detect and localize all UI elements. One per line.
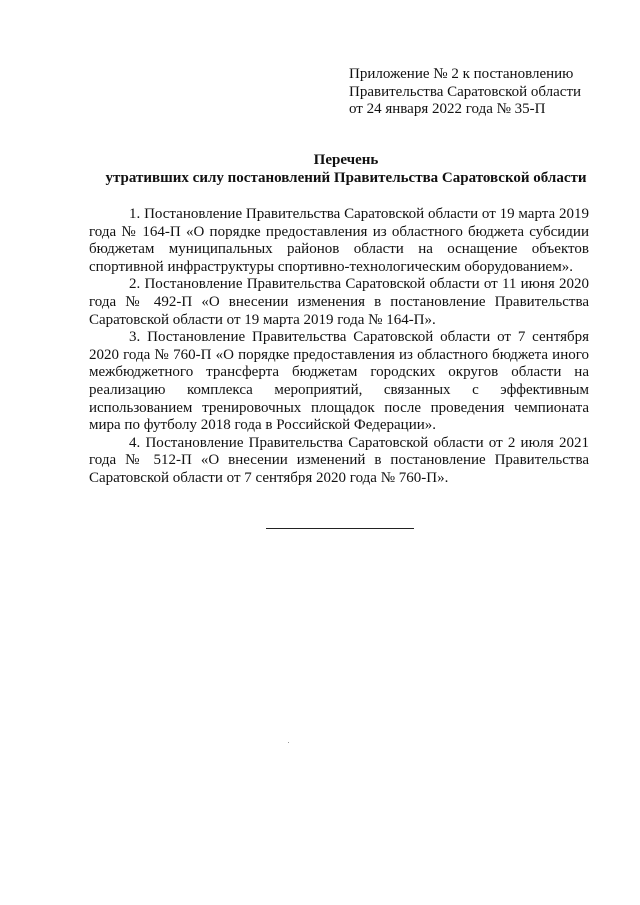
- appendix-line-1: Приложение № 2 к постановлению: [349, 66, 574, 82]
- title-line-1: Перечень: [313, 152, 379, 168]
- list-item: 2. Постановление Правительства Саратовской области от 11 июня 2020 года № 492-П «О внесении изменения в постановление Правительства Саратовской области от 19 марта 2019 года № 164-П».: [89, 276, 589, 328]
- list-item: 1. Постановление Правительства Саратовской области от 19 марта 2019 года № 164-П «О порядке предоставления из областного бюджета субсидии бюджетам муниципальных районов области на оснащение объектов спортивной инфраструктуры спортивно-технологическим оборудованием».: [89, 206, 589, 275]
- title-line-2: утративших силу постановлений Правительства Саратовской области: [105, 170, 587, 186]
- end-divider-line: [266, 528, 414, 529]
- document-title: [86, 151, 606, 187]
- appendix-line-3: от 24 января 2022 года № 35-П: [349, 101, 546, 117]
- appendix-line-2: Правительства Саратовской области: [349, 83, 582, 100]
- appendix-header: [349, 66, 581, 119]
- list-item: 3. Постановление Правительства Саратовской области от 7 сентября 2020 года № 760-П «О порядке предоставления из областного бюджета иного межбюджетного трансферта бюджетам городских округов области на реализацию комплекса мероприятий, связанных с эффективным использованием тренировочных площадок после проведения чемпионата мира по футболу 2018 года в Российской Федерации».: [89, 329, 589, 434]
- scan-speck: [288, 742, 289, 743]
- list-item: 4. Постановление Правительства Саратовской области от 2 июля 2021 года № 512-П «О внесении изменений в постановление Правительства Саратовской области от 7 сентября 2020 года № 760-П».: [89, 434, 589, 486]
- repealed-resolutions-list: [89, 206, 589, 488]
